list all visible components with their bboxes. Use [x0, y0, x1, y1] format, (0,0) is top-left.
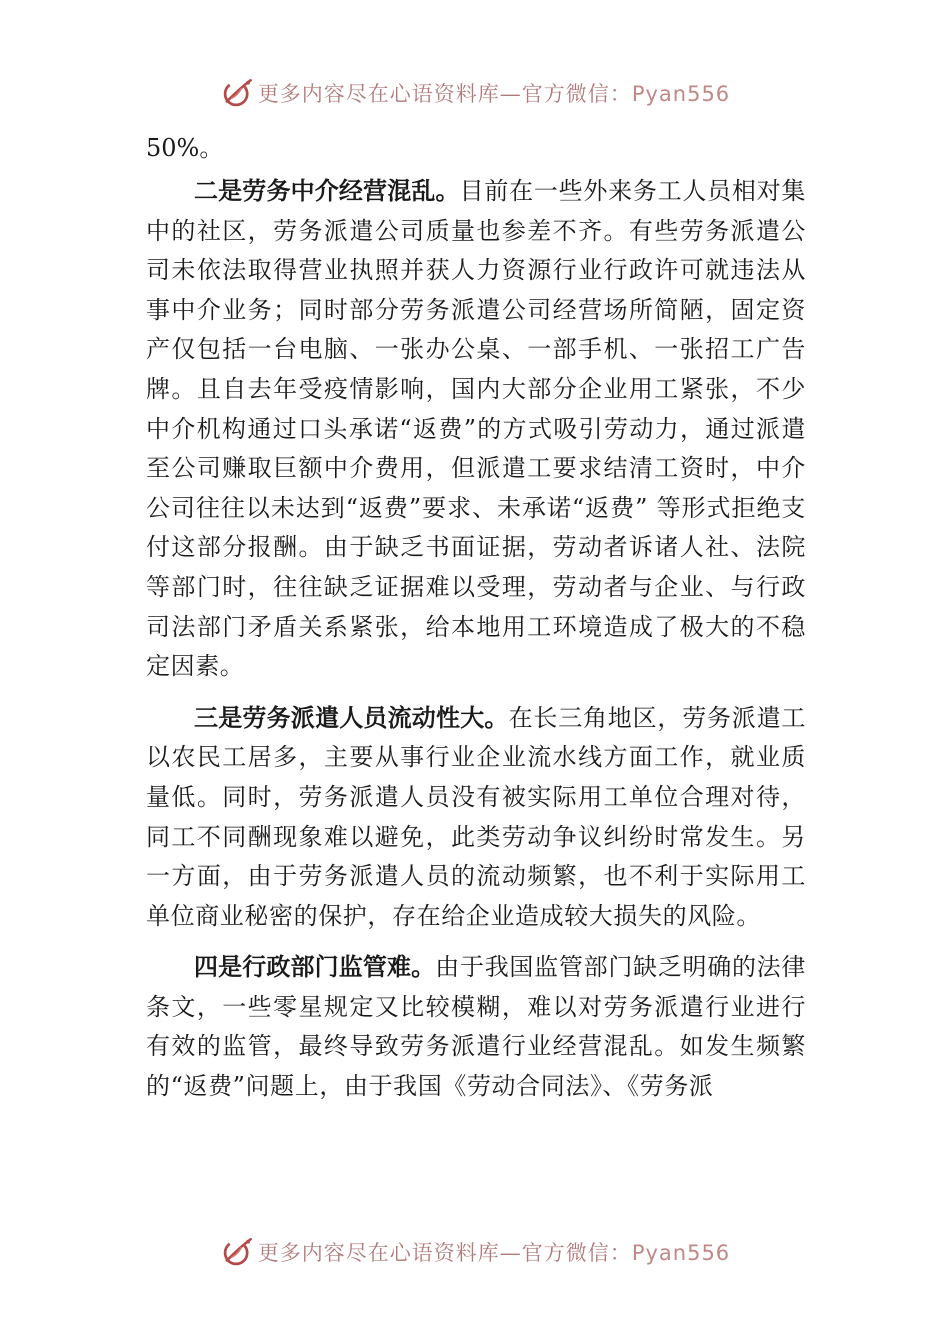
brush-logo-icon	[220, 76, 254, 110]
paragraph-lead: 三是劳务派遣人员流动性大。	[194, 703, 509, 732]
paragraph-body: 由于我国监管部门缺乏明确的法律条文，一些零星规定又比较模糊，难以对劳务派遣行业进行有效的监管，最终导致劳务派遣行业经营混乱。如发生频繁的“返费”问题上，由于我国《劳动合同法》、《劳务派	[146, 953, 806, 1101]
paragraph-lead: 二是劳务中介经营混乱。	[194, 177, 460, 205]
footer-watermark	[0, 1232, 950, 1272]
paragraph-body: 目前在一些外来务工人员相对集中的社区，劳务派遣公司质量也参差不齐。有些劳务派遣公司未依法取得营业执照并获人力资源行业行政许可就违法从事中介业务；同时部分劳务派遣公司经营场所简陋，固定资产仅包括一台电脑、一张办公桌、一部手机、一张招工广告牌。且自去年受疫情影响，国内大部分企业用工紧张，不少中介机构通过口头承诺“返费”的方式吸引劳动力，通过派遣至公司赚取巨额中介费用，但派遣工要求结清工资时，中介公司往往以未达到“返费”要求、未承诺“返费” 等形式拒绝支付这部分报酬。由于缺乏书面证据，劳动者诉诸人社、法院等部门时，往往缺乏证据难以受理，劳动者与企业、与行政司法部门矛盾关系紧张，给本地用工环境造成了极大的不稳定因素。	[146, 177, 807, 681]
header-watermark	[0, 73, 950, 113]
brush-logo-icon	[220, 1235, 254, 1269]
paragraph-4	[146, 948, 806, 1106]
paragraph-2	[146, 172, 806, 687]
continuation-text: 50%。	[146, 134, 224, 162]
paragraph-3	[146, 699, 806, 937]
document-body	[146, 128, 806, 1107]
paragraph-body: 在长三角地区，劳务派遣工以农民工居多，主要从事行业企业流水线方面工作，就业质量低。同时，劳务派遣人员没有被实际用工单位合理对待，同工不同酬现象难以避免，此类劳动争议纠纷时常发生。另一方面，由于劳务派遣人员的流动频繁，也不利于实际用工单位商业秘密的保护，存在给企业造成较大损失的风险。	[146, 703, 807, 930]
watermark-text: 更多内容尽在心语资料库—官方微信：Pyan556	[257, 1241, 731, 1265]
watermark-text: 更多内容尽在心语资料库—官方微信：Pyan556	[257, 82, 731, 106]
paragraph-lead: 四是行政部门监管难。	[194, 953, 436, 982]
